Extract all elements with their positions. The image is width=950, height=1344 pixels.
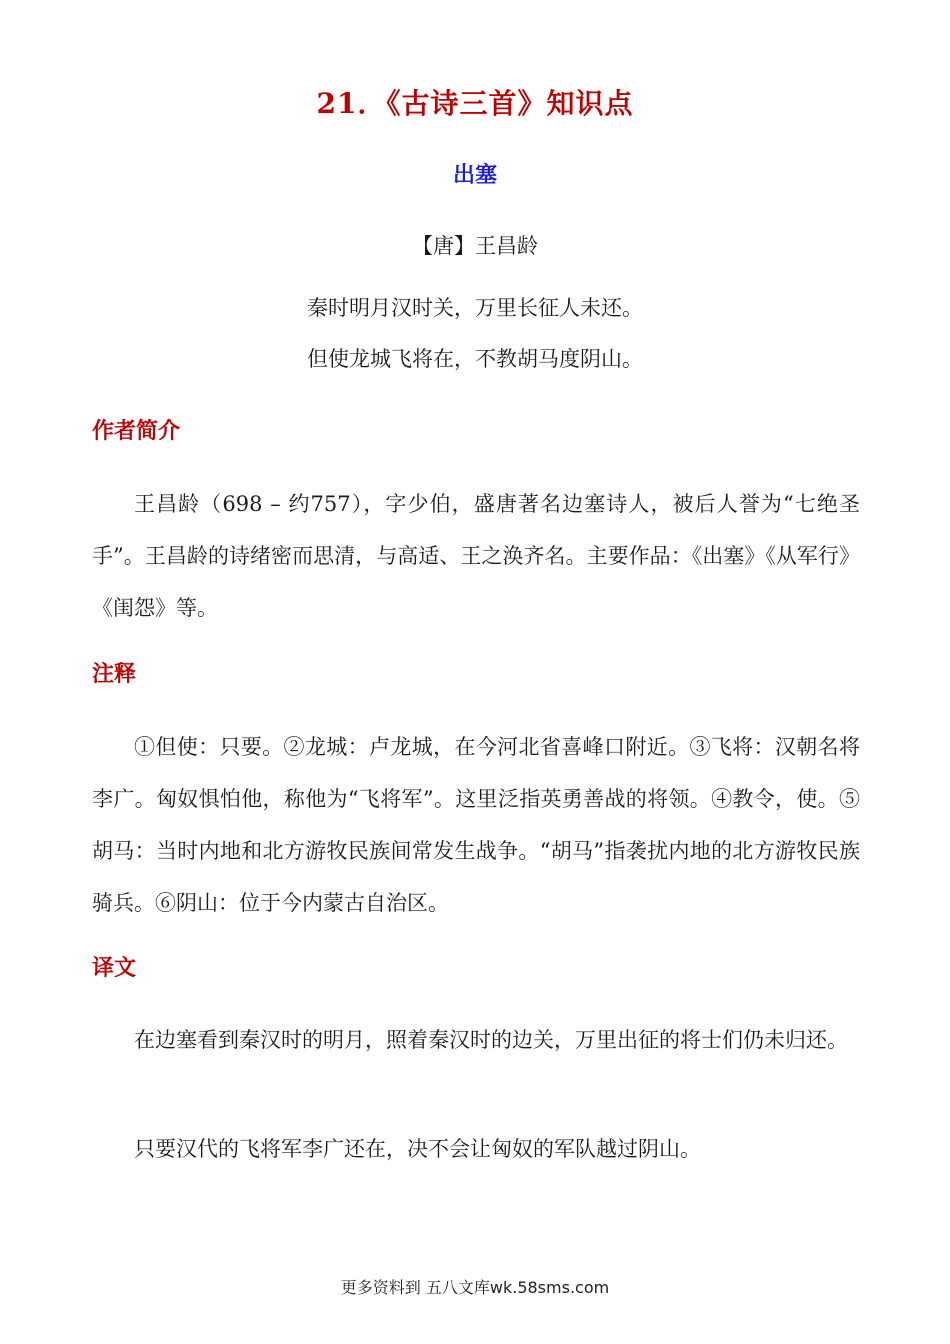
author-intro-heading: 作者简介 — [92, 418, 181, 444]
notes-text: ①但使：只要。②龙城：卢龙城，在今河北省喜峰口附近。③飞将：汉朝名将李广。匈奴惧怕他，称他为“飞将军”。这里泛指英勇善战的将领。④教令，使。⑤胡马：当时内地和北方游牧民族间常发生战争。“胡马”指袭扰内地的北方游牧民族骑兵。⑥阴山：位于今内蒙古自治区。 — [92, 735, 860, 915]
notes-heading: 注释 — [92, 661, 137, 687]
author-intro-text: 王昌龄（698 – 约757），字少伯，盛唐著名边塞诗人，被后人誉为“七绝圣手”。王昌龄的诗绪密而思清，与高适、王之涣齐名。主要作品：《出塞》《从军行》《闺怨》等。 — [92, 492, 860, 620]
translation-heading: 译文 — [92, 955, 137, 981]
poem-line: 但使龙城飞将在，不教胡马度阴山。 — [307, 347, 643, 371]
poem-title: 出塞 — [452, 162, 497, 188]
poem-line: 秦时明月汉时关，万里长征人未还。 — [307, 296, 643, 320]
footer-link[interactable]: 更多资料到 五八文库wk.58sms.com — [340, 1278, 610, 1297]
poem-author: 【唐】王昌龄 — [412, 234, 538, 258]
translation-paragraph: 在边塞看到秦汉时的明月，照着秦汉时的边关，万里出征的将士们仍未归还。 — [134, 1028, 848, 1052]
page-title: 21．《古诗三首》知识点 — [316, 87, 634, 120]
translation-paragraph: 只要汉代的飞将军李广还在，决不会让匈奴的军队越过阴山。 — [134, 1137, 701, 1161]
